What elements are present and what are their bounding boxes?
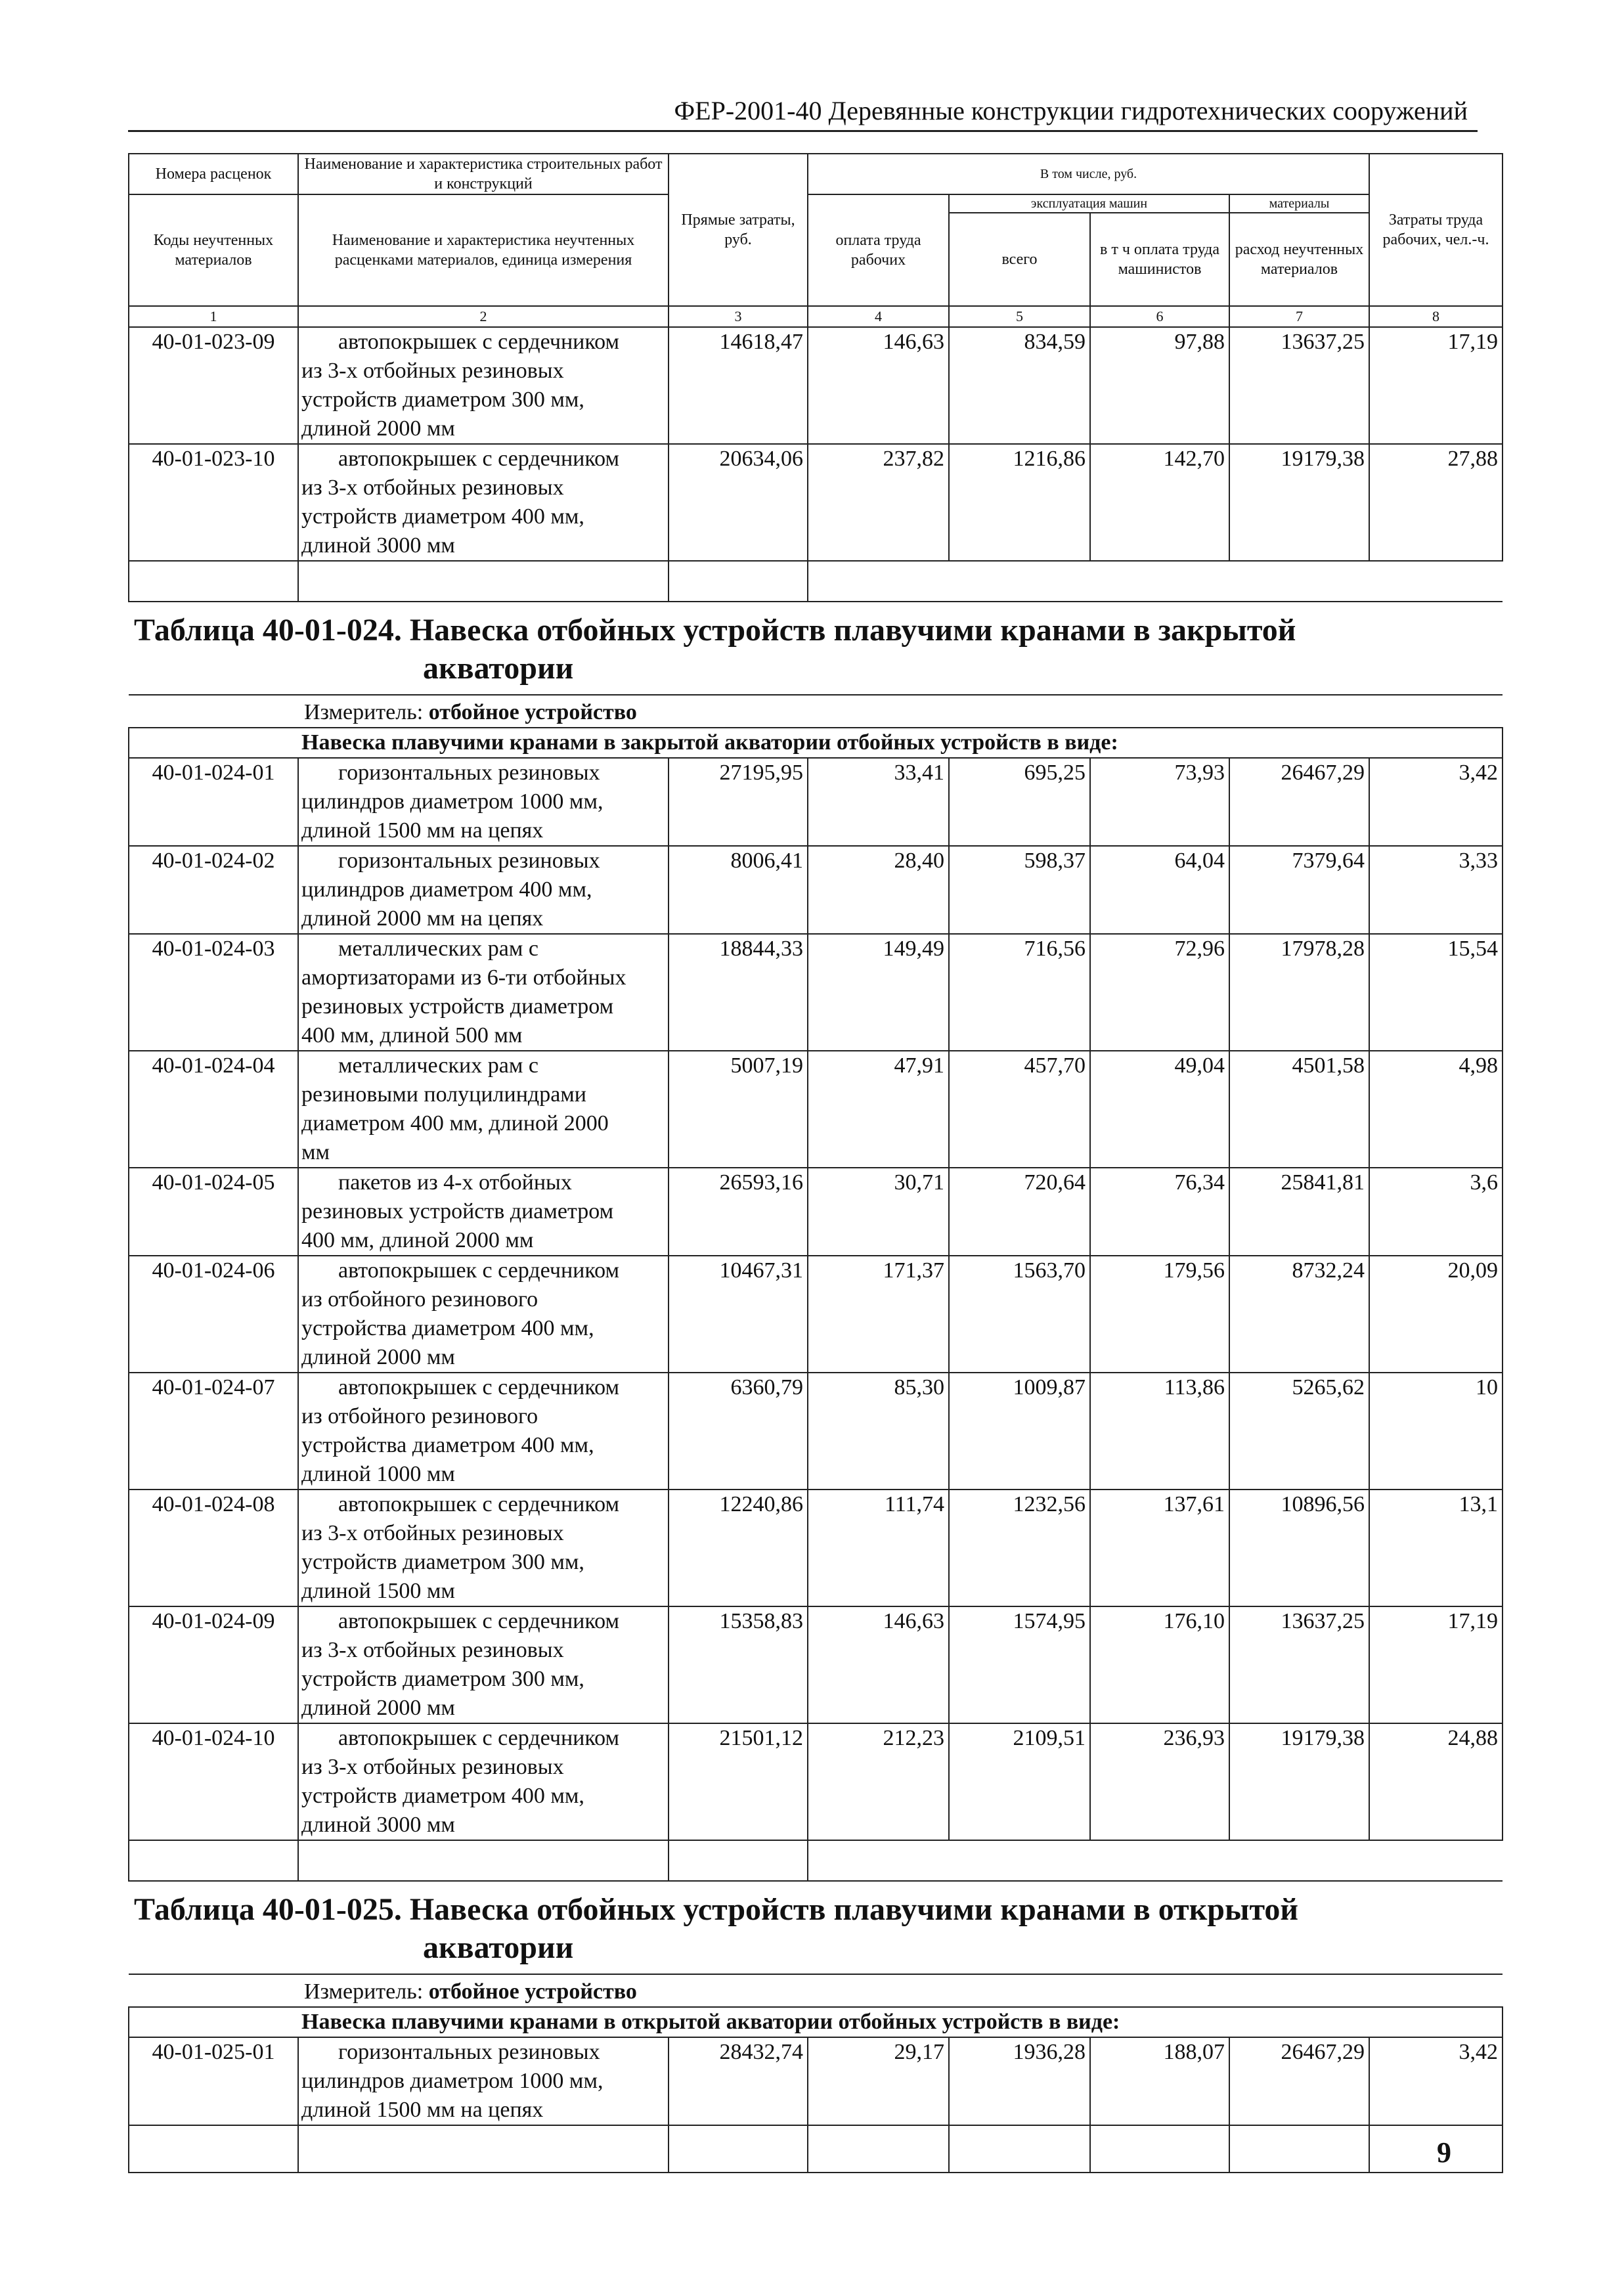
measure-label: Измеритель: <box>304 1979 424 2004</box>
machinists-pay: 73,93 <box>1090 758 1229 846</box>
price-table <box>128 153 1503 2173</box>
labor-hours: 4,98 <box>1369 1051 1503 1168</box>
spacer-cell <box>129 1840 298 1881</box>
direct-costs: 8006,41 <box>669 846 808 934</box>
column-number: 4 <box>808 306 949 327</box>
col-header-materials: материалы <box>1229 194 1369 213</box>
work-name-line: устройств диаметром 300 мм, <box>301 1550 584 1574</box>
materials-cost: 8732,24 <box>1229 1256 1369 1373</box>
direct-costs: 14618,47 <box>669 327 808 444</box>
empty-cell <box>1229 2125 1369 2173</box>
measure-value: отбойное устройство <box>428 1979 637 2004</box>
machinists-pay: 76,34 <box>1090 1168 1229 1256</box>
work-name-line: автопокрышек с сердечником <box>338 1375 619 1400</box>
measure-row <box>129 1974 1503 2007</box>
rate-code: 40-01-024-09 <box>129 1606 298 1723</box>
page-header-text: ФЕР-2001-40 Деревянные конструкции гидротехнических сооружений <box>674 96 1468 125</box>
rate-code: 40-01-023-09 <box>129 327 298 444</box>
work-name <box>298 444 669 561</box>
table-row <box>129 846 1503 934</box>
materials-cost: 26467,29 <box>1229 758 1369 846</box>
work-name-line: из отбойного резинового <box>301 1287 538 1312</box>
section-caption-row <box>129 602 1503 695</box>
work-name-line: металлических рам с <box>338 937 538 961</box>
labor-hours: 3,42 <box>1369 2037 1503 2125</box>
table-body <box>129 154 1503 2173</box>
machinists-pay: 72,96 <box>1090 934 1229 1051</box>
direct-costs: 18844,33 <box>669 934 808 1051</box>
rate-code: 40-01-024-07 <box>129 1373 298 1490</box>
materials-cost: 17978,28 <box>1229 934 1369 1051</box>
filler-row <box>129 2125 1503 2173</box>
direct-costs: 12240,86 <box>669 1490 808 1606</box>
spacer-row <box>129 561 1503 602</box>
spacer-cell <box>298 1840 669 1881</box>
col-header-machines: эксплуатация машин <box>949 194 1229 213</box>
table-caption-line: акватории <box>423 651 574 686</box>
rate-code: 40-01-023-10 <box>129 444 298 561</box>
direct-costs: 28432,74 <box>669 2037 808 2125</box>
work-name-line: устройства диаметром 400 мм, <box>301 1316 594 1340</box>
column-number: 7 <box>1229 306 1369 327</box>
labor-hours: 3,42 <box>1369 758 1503 846</box>
work-name-line: диаметром 400 мм, длиной 2000 <box>301 1111 609 1136</box>
work-name-line: устройств диаметром 400 мм, <box>301 1784 584 1808</box>
col-header-direct-costs: Прямые затраты, руб. <box>669 154 808 306</box>
labor-pay: 33,41 <box>808 758 949 846</box>
table-row <box>129 1051 1503 1168</box>
direct-costs: 21501,12 <box>669 1723 808 1840</box>
work-name-line: 400 мм, длиной 2000 мм <box>301 1228 534 1252</box>
work-name <box>298 1606 669 1723</box>
labor-hours: 17,19 <box>1369 327 1503 444</box>
table-row <box>129 1723 1503 1840</box>
work-name-line: длиной 2000 мм <box>301 416 455 441</box>
work-name-line: устройств диаметром 300 мм, <box>301 1667 584 1691</box>
col-header-material-codes: Коды неучтенных материалов <box>129 194 298 306</box>
machines-total: 716,56 <box>949 934 1090 1051</box>
labor-pay: 111,74 <box>808 1490 949 1606</box>
col-header-rate-number: Номера расценок <box>129 154 298 194</box>
labor-hours: 20,09 <box>1369 1256 1503 1373</box>
work-name-line: цилиндров диаметром 400 мм, <box>301 877 592 902</box>
col-header-material-names: Наименование и характеристика неучтенных расценками материалов, единица измерения <box>298 194 669 306</box>
direct-costs: 15358,83 <box>669 1606 808 1723</box>
work-name-line: длиной 1000 мм <box>301 1462 455 1486</box>
work-name-line: резиновых устройств диаметром <box>301 1199 614 1224</box>
labor-pay: 149,49 <box>808 934 949 1051</box>
work-name <box>298 1490 669 1606</box>
machines-total: 1574,95 <box>949 1606 1090 1723</box>
measure-row <box>129 695 1503 728</box>
labor-pay: 212,23 <box>808 1723 949 1840</box>
labor-pay: 171,37 <box>808 1256 949 1373</box>
work-name-line: горизонтальных резиновых <box>338 849 600 873</box>
materials-cost: 19179,38 <box>1229 1723 1369 1840</box>
work-name-line: длиной 1500 мм <box>301 1579 455 1603</box>
col-header-including: В том числе, руб. <box>808 154 1369 194</box>
machinists-pay: 176,10 <box>1090 1606 1229 1723</box>
work-name <box>298 846 669 934</box>
table-row <box>129 1606 1503 1723</box>
rate-code: 40-01-024-03 <box>129 934 298 1051</box>
work-name <box>298 758 669 846</box>
machines-total: 598,37 <box>949 846 1090 934</box>
work-name <box>298 1723 669 1840</box>
materials-cost: 25841,81 <box>1229 1168 1369 1256</box>
table-caption-line: акватории <box>423 1930 574 1965</box>
work-name-line: длиной 3000 мм <box>301 533 455 558</box>
work-name-line: длиной 2000 мм на цепях <box>301 906 544 931</box>
machines-total: 1009,87 <box>949 1373 1090 1490</box>
work-name-line: длиной 3000 мм <box>301 1813 455 1837</box>
direct-costs: 6360,79 <box>669 1373 808 1490</box>
work-name-line: длиной 2000 мм <box>301 1696 455 1720</box>
materials-cost: 4501,58 <box>1229 1051 1369 1168</box>
spacer-cell <box>129 561 298 602</box>
machines-total: 695,25 <box>949 758 1090 846</box>
labor-pay: 146,63 <box>808 1606 949 1723</box>
work-name-line: 400 мм, длиной 500 мм <box>301 1023 523 1048</box>
direct-costs: 27195,95 <box>669 758 808 846</box>
page-header <box>128 97 1478 132</box>
col-header-machinists-pay: в т ч оплата труда машинистов <box>1090 213 1229 306</box>
rate-code: 40-01-024-10 <box>129 1723 298 1840</box>
rate-code: 40-01-024-05 <box>129 1168 298 1256</box>
table-caption <box>129 602 1503 695</box>
machines-total: 1936,28 <box>949 2037 1090 2125</box>
col-header-labor-pay: оплата труда рабочих <box>808 194 949 306</box>
measure-value: отбойное устройство <box>428 700 637 724</box>
materials-cost: 10896,56 <box>1229 1490 1369 1606</box>
work-name <box>298 2037 669 2125</box>
work-name-line: пакетов из 4-х отбойных <box>338 1170 572 1195</box>
work-name-line: устройств диаметром 400 мм, <box>301 504 584 529</box>
section-caption-row <box>129 1881 1503 1974</box>
empty-cell <box>808 2125 949 2173</box>
empty-cell <box>949 2125 1090 2173</box>
column-number-row <box>129 306 1503 327</box>
machines-total: 1563,70 <box>949 1256 1090 1373</box>
materials-cost: 13637,25 <box>1229 1606 1369 1723</box>
work-name-line: автопокрышек с сердечником <box>338 447 619 471</box>
labor-hours: 24,88 <box>1369 1723 1503 1840</box>
work-name-line: из 3-х отбойных резиновых <box>301 1638 564 1662</box>
machinists-pay: 179,56 <box>1090 1256 1229 1373</box>
labor-pay: 237,82 <box>808 444 949 561</box>
work-name-line: горизонтальных резиновых <box>338 2040 600 2064</box>
rate-code: 40-01-024-04 <box>129 1051 298 1168</box>
group-title: Навеска плавучими кранами в открытой акватории отбойных устройств в виде: <box>129 2007 1503 2037</box>
table-row <box>129 1256 1503 1373</box>
group-row <box>129 2007 1503 2037</box>
col-header-labor-hours: Затраты труда рабочих, чел.-ч. <box>1369 154 1503 306</box>
machines-total: 1216,86 <box>949 444 1090 561</box>
machines-total: 720,64 <box>949 1168 1090 1256</box>
direct-costs: 20634,06 <box>669 444 808 561</box>
work-name-line: автопокрышек с сердечником <box>338 1726 619 1750</box>
table-row <box>129 2037 1503 2125</box>
table-row <box>129 934 1503 1051</box>
spacer-cell <box>808 561 1503 602</box>
labor-pay: 30,71 <box>808 1168 949 1256</box>
work-name-line: длиной 1500 мм на цепях <box>301 818 544 843</box>
machinists-pay: 113,86 <box>1090 1373 1229 1490</box>
machinists-pay: 188,07 <box>1090 2037 1229 2125</box>
table-row <box>129 444 1503 561</box>
labor-pay: 28,40 <box>808 846 949 934</box>
machinists-pay: 97,88 <box>1090 327 1229 444</box>
work-name-line: автопокрышек с сердечником <box>338 1609 619 1633</box>
machines-total: 834,59 <box>949 327 1090 444</box>
materials-cost: 7379,64 <box>1229 846 1369 934</box>
direct-costs: 10467,31 <box>669 1256 808 1373</box>
work-name-line: металлических рам с <box>338 1053 538 1078</box>
measure-unit <box>129 1974 1503 2007</box>
work-name-line: цилиндров диаметром 1000 мм, <box>301 2069 604 2093</box>
work-name-line: из 3-х отбойных резиновых <box>301 359 564 383</box>
work-name-line: цилиндров диаметром 1000 мм, <box>301 789 604 814</box>
work-name-line: мм <box>301 1140 330 1164</box>
col-header-work-name: Наименование и характеристика строительных работ и конструкций <box>298 154 669 194</box>
machinists-pay: 236,93 <box>1090 1723 1229 1840</box>
work-name-line: из 3-х отбойных резиновых <box>301 1755 564 1779</box>
table-row <box>129 1490 1503 1606</box>
table-caption-line: Таблица 40-01-024. Навеска отбойных устройств плавучими кранами в закрытой <box>134 613 1296 648</box>
col-header-materials-usage: расход неучтенных материалов <box>1229 213 1369 306</box>
labor-pay: 85,30 <box>808 1373 949 1490</box>
page-number: 9 <box>1437 2136 1451 2169</box>
measure-unit <box>129 695 1503 728</box>
materials-cost: 5265,62 <box>1229 1373 1369 1490</box>
table-row <box>129 327 1503 444</box>
column-number: 8 <box>1369 306 1503 327</box>
work-name-line: из 3-х отбойных резиновых <box>301 475 564 500</box>
rate-code: 40-01-024-06 <box>129 1256 298 1373</box>
table-row <box>129 1373 1503 1490</box>
table-caption <box>129 1881 1503 1974</box>
rate-code: 40-01-024-01 <box>129 758 298 846</box>
work-name-line: длиной 2000 мм <box>301 1345 455 1369</box>
work-name-line: резиновыми полуцилиндрами <box>301 1082 586 1107</box>
work-name <box>298 1256 669 1373</box>
work-name-line: горизонтальных резиновых <box>338 761 600 785</box>
work-name-line: длиной 1500 мм на цепях <box>301 2098 544 2122</box>
labor-hours: 13,1 <box>1369 1490 1503 1606</box>
header-row-2 <box>129 194 1503 213</box>
direct-costs: 5007,19 <box>669 1051 808 1168</box>
work-name-line: из 3-х отбойных резиновых <box>301 1521 564 1545</box>
labor-hours: 3,6 <box>1369 1168 1503 1256</box>
empty-cell <box>1369 2125 1503 2173</box>
empty-cell <box>298 2125 669 2173</box>
materials-cost: 13637,25 <box>1229 327 1369 444</box>
labor-hours: 10 <box>1369 1373 1503 1490</box>
direct-costs: 26593,16 <box>669 1168 808 1256</box>
col-header-machines-total: всего <box>949 213 1090 306</box>
work-name <box>298 1168 669 1256</box>
group-row <box>129 728 1503 758</box>
machines-total: 457,70 <box>949 1051 1090 1168</box>
measure-label: Измеритель: <box>304 700 424 724</box>
materials-cost: 19179,38 <box>1229 444 1369 561</box>
spacer-cell <box>669 561 808 602</box>
column-number: 2 <box>298 306 669 327</box>
work-name-line: автопокрышек с сердечником <box>338 1258 619 1283</box>
machinists-pay: 142,70 <box>1090 444 1229 561</box>
empty-cell <box>669 2125 808 2173</box>
table-caption-line: Таблица 40-01-025. Навеска отбойных устройств плавучими кранами в открытой <box>134 1892 1299 1927</box>
work-name <box>298 1051 669 1168</box>
work-name-line: резиновых устройств диаметром <box>301 994 614 1019</box>
rate-code: 40-01-024-08 <box>129 1490 298 1606</box>
work-name-line: амортизаторами из 6-ти отбойных <box>301 965 626 990</box>
work-name-line: устройств диаметром 300 мм, <box>301 387 584 412</box>
header-row-1 <box>129 154 1503 194</box>
column-number: 6 <box>1090 306 1229 327</box>
work-name-line: устройства диаметром 400 мм, <box>301 1433 594 1457</box>
work-name-line: из отбойного резинового <box>301 1404 538 1428</box>
column-number: 5 <box>949 306 1090 327</box>
table-row <box>129 758 1503 846</box>
spacer-cell <box>808 1840 1503 1881</box>
labor-hours: 27,88 <box>1369 444 1503 561</box>
work-name <box>298 934 669 1051</box>
table-row <box>129 1168 1503 1256</box>
empty-cell <box>1090 2125 1229 2173</box>
rate-code: 40-01-024-02 <box>129 846 298 934</box>
machinists-pay: 137,61 <box>1090 1490 1229 1606</box>
labor-pay: 146,63 <box>808 327 949 444</box>
spacer-cell <box>669 1840 808 1881</box>
column-number: 3 <box>669 306 808 327</box>
machines-total: 1232,56 <box>949 1490 1090 1606</box>
labor-hours: 15,54 <box>1369 934 1503 1051</box>
work-name-line: автопокрышек с сердечником <box>338 330 619 354</box>
column-number: 1 <box>129 306 298 327</box>
machinists-pay: 49,04 <box>1090 1051 1229 1168</box>
materials-cost: 26467,29 <box>1229 2037 1369 2125</box>
empty-cell <box>129 2125 298 2173</box>
labor-pay: 47,91 <box>808 1051 949 1168</box>
rate-code: 40-01-025-01 <box>129 2037 298 2125</box>
work-name <box>298 327 669 444</box>
labor-pay: 29,17 <box>808 2037 949 2125</box>
spacer-row <box>129 1840 1503 1881</box>
machinists-pay: 64,04 <box>1090 846 1229 934</box>
spacer-cell <box>298 561 669 602</box>
work-name-line: автопокрышек с сердечником <box>338 1492 619 1516</box>
work-name <box>298 1373 669 1490</box>
machines-total: 2109,51 <box>949 1723 1090 1840</box>
labor-hours: 3,33 <box>1369 846 1503 934</box>
group-title: Навеска плавучими кранами в закрытой акватории отбойных устройств в виде: <box>129 728 1503 758</box>
labor-hours: 17,19 <box>1369 1606 1503 1723</box>
